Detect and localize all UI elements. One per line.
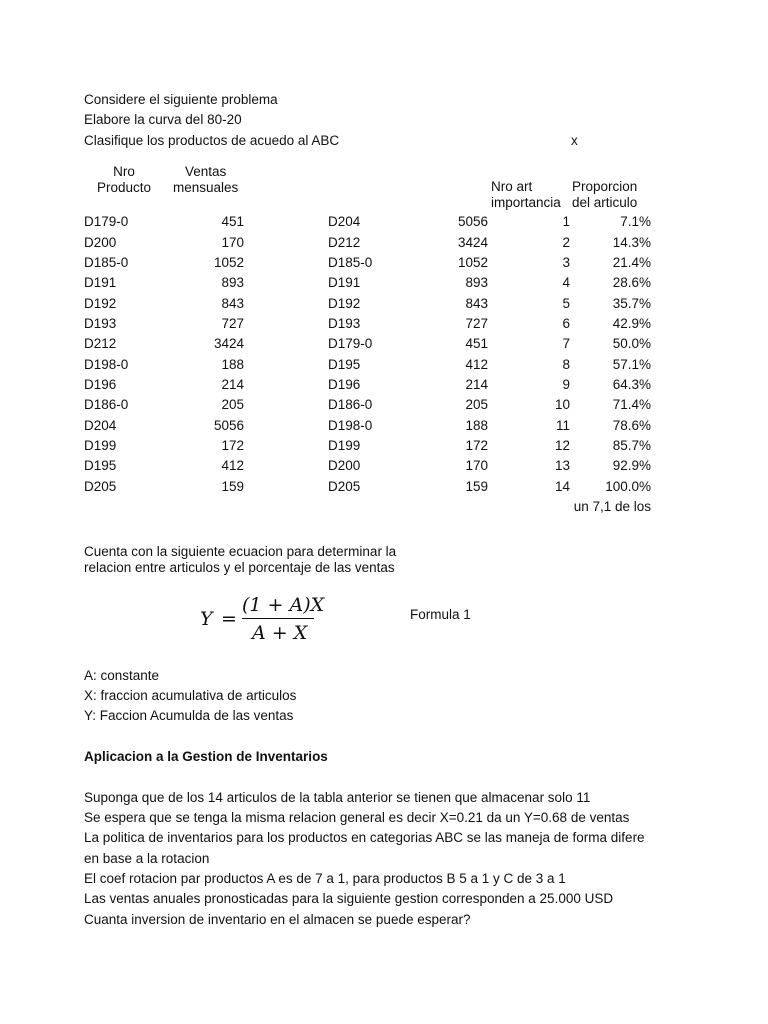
right-row-code: D196 bbox=[328, 377, 361, 392]
problem-line-3: La politica de inventarios para los productos en categorias ABC se las maneja de forma difere bbox=[84, 830, 645, 845]
right-row-prop: 78.6% bbox=[612, 418, 651, 433]
right-header-nro-1: Nro art bbox=[491, 179, 533, 194]
right-row-value: 159 bbox=[465, 479, 488, 494]
formula bbox=[196, 592, 336, 644]
formula-lhs: Y bbox=[200, 608, 213, 630]
right-row-rank: 5 bbox=[562, 296, 570, 311]
table-footnote: un 7,1 de los bbox=[573, 499, 651, 514]
right-row-code: D200 bbox=[328, 458, 361, 473]
right-row-rank: 9 bbox=[562, 377, 570, 392]
problem-line-6: Las ventas anuales pronosticadas para la siguiente gestion corresponden a 25.000 USD bbox=[84, 891, 614, 906]
right-header-prop-2: del articulo bbox=[572, 195, 638, 210]
right-row-prop: 42.9% bbox=[612, 316, 651, 331]
formula-denominator: A + X bbox=[252, 622, 308, 644]
right-row-rank: 7 bbox=[562, 336, 570, 351]
left-row-code: D196 bbox=[84, 377, 117, 392]
left-row-value: 412 bbox=[221, 458, 244, 473]
left-row-code: D200 bbox=[84, 235, 117, 250]
right-row-rank: 3 bbox=[562, 255, 570, 270]
definition-a: A: constante bbox=[84, 668, 160, 683]
right-row-value: 3424 bbox=[457, 235, 488, 250]
right-row-rank: 2 bbox=[562, 235, 570, 250]
right-row-code: D195 bbox=[328, 357, 361, 372]
left-row-value: 170 bbox=[221, 235, 244, 250]
right-row-prop: 21.4% bbox=[612, 255, 651, 270]
left-row-code: D195 bbox=[84, 458, 117, 473]
left-row-code: D204 bbox=[84, 418, 117, 433]
left-row-value: 1052 bbox=[213, 255, 244, 270]
right-row-code: D199 bbox=[328, 438, 361, 453]
right-row-code: D212 bbox=[328, 235, 361, 250]
right-row-value: 843 bbox=[465, 296, 488, 311]
left-row-value: 188 bbox=[221, 357, 244, 372]
right-row-rank: 14 bbox=[554, 479, 570, 494]
right-row-rank: 6 bbox=[562, 316, 570, 331]
left-row-code: D198-0 bbox=[84, 357, 129, 372]
left-row-value: 205 bbox=[221, 397, 244, 412]
right-row-value: 893 bbox=[465, 275, 488, 290]
right-row-code: D193 bbox=[328, 316, 361, 331]
problem-line-2: Se espera que se tenga la misma relacion general es decir X=0.21 da un Y=0.68 de ventas bbox=[84, 810, 630, 825]
left-row-code: D185-0 bbox=[84, 255, 129, 270]
right-row-value: 214 bbox=[465, 377, 488, 392]
section-title: Aplicacion a la Gestion de Inventarios bbox=[84, 749, 328, 764]
equation-text-line-1: Cuenta con la siguiente ecuacion para determinar la bbox=[84, 544, 397, 559]
formula-label: Formula 1 bbox=[410, 607, 471, 622]
left-header-ventas-2: mensuales bbox=[173, 180, 239, 195]
right-row-rank: 8 bbox=[562, 357, 570, 372]
right-row-code: D198-0 bbox=[328, 418, 373, 433]
definition-x: X: fraccion acumulativa de articulos bbox=[84, 688, 297, 703]
right-row-rank: 13 bbox=[554, 458, 570, 473]
right-row-rank: 1 bbox=[562, 214, 570, 229]
right-row-code: D185-0 bbox=[328, 255, 373, 270]
right-row-prop: 7.1% bbox=[620, 214, 651, 229]
left-row-value: 843 bbox=[221, 296, 244, 311]
right-row-prop: 14.3% bbox=[612, 235, 651, 250]
right-row-value: 5056 bbox=[457, 214, 488, 229]
left-row-value: 172 bbox=[221, 438, 244, 453]
x-mark: x bbox=[571, 133, 578, 148]
left-row-code: D186-0 bbox=[84, 397, 129, 412]
problem-line-1: Suponga que de los 14 articulos de la tabla anterior se tienen que almacenar solo 11 bbox=[84, 790, 591, 805]
right-header-nro-2: importancia bbox=[491, 195, 561, 210]
left-row-code: D193 bbox=[84, 316, 117, 331]
right-row-code: D204 bbox=[328, 214, 361, 229]
right-row-code: D191 bbox=[328, 275, 361, 290]
left-row-code: D192 bbox=[84, 296, 117, 311]
right-row-rank: 12 bbox=[554, 438, 570, 453]
right-row-rank: 11 bbox=[555, 418, 570, 433]
left-row-code: D191 bbox=[84, 275, 117, 290]
formula-equals: = bbox=[221, 608, 237, 630]
left-row-code: D179-0 bbox=[84, 214, 129, 229]
right-row-value: 170 bbox=[465, 458, 488, 473]
intro-line-1: Considere el siguiente problema bbox=[84, 92, 278, 107]
right-row-code: D186-0 bbox=[328, 397, 373, 412]
problem-line-5: El coef rotacion par productos A es de 7 a 1, para productos B 5 a 1 y C de 3 a 1 bbox=[84, 871, 566, 886]
right-row-prop: 35.7% bbox=[612, 296, 651, 311]
right-row-prop: 57.1% bbox=[612, 357, 651, 372]
left-row-value: 5056 bbox=[213, 418, 244, 433]
right-row-prop: 28.6% bbox=[612, 275, 651, 290]
problem-line-4: en base a la rotacion bbox=[84, 851, 210, 866]
intro-line-2: Elabore la curva del 80-20 bbox=[84, 112, 242, 127]
equation-text-line-2: relacion entre articulos y el porcentaje de las ventas bbox=[84, 560, 395, 575]
right-row-rank: 10 bbox=[554, 397, 570, 412]
right-row-prop: 71.4% bbox=[612, 397, 651, 412]
right-row-prop: 64.3% bbox=[612, 377, 651, 392]
right-header-prop-1: Proporcion bbox=[572, 179, 638, 194]
left-row-value: 159 bbox=[221, 479, 244, 494]
right-row-code: D205 bbox=[328, 479, 361, 494]
left-header-nro-2: Producto bbox=[96, 180, 152, 195]
left-header-ventas-1: Ventas bbox=[185, 164, 227, 179]
right-row-value: 1052 bbox=[457, 255, 488, 270]
intro-line-3: Clasifique los productos de acuedo al ABC bbox=[84, 133, 340, 148]
right-row-code: D179-0 bbox=[328, 336, 373, 351]
right-row-prop: 92.9% bbox=[612, 458, 651, 473]
left-row-code: D212 bbox=[84, 336, 117, 351]
right-row-value: 727 bbox=[465, 316, 488, 331]
left-row-value: 451 bbox=[221, 214, 244, 229]
right-row-prop: 85.7% bbox=[612, 438, 651, 453]
left-row-value: 893 bbox=[221, 275, 244, 290]
right-row-value: 172 bbox=[465, 438, 488, 453]
right-row-value: 188 bbox=[465, 418, 488, 433]
left-row-code: D199 bbox=[84, 438, 117, 453]
definition-y: Y: Faccion Acumulda de las ventas bbox=[84, 708, 294, 723]
left-row-value: 3424 bbox=[213, 336, 244, 351]
right-row-rank: 4 bbox=[562, 275, 570, 290]
right-row-value: 451 bbox=[465, 336, 488, 351]
right-row-value: 412 bbox=[465, 357, 488, 372]
formula-numerator: (1 + A)X bbox=[242, 594, 325, 616]
right-row-prop: 100.0% bbox=[605, 479, 651, 494]
left-row-value: 727 bbox=[221, 316, 244, 331]
right-row-value: 205 bbox=[465, 397, 488, 412]
right-row-prop: 50.0% bbox=[612, 336, 651, 351]
right-row-code: D192 bbox=[328, 296, 361, 311]
problem-line-7: Cuanta inversion de inventario en el almacen se puede esperar? bbox=[84, 912, 471, 927]
left-row-code: D205 bbox=[84, 479, 117, 494]
formula-fraction-bar bbox=[242, 618, 314, 619]
left-header-nro-1: Nro bbox=[113, 164, 135, 179]
left-row-value: 214 bbox=[221, 377, 244, 392]
